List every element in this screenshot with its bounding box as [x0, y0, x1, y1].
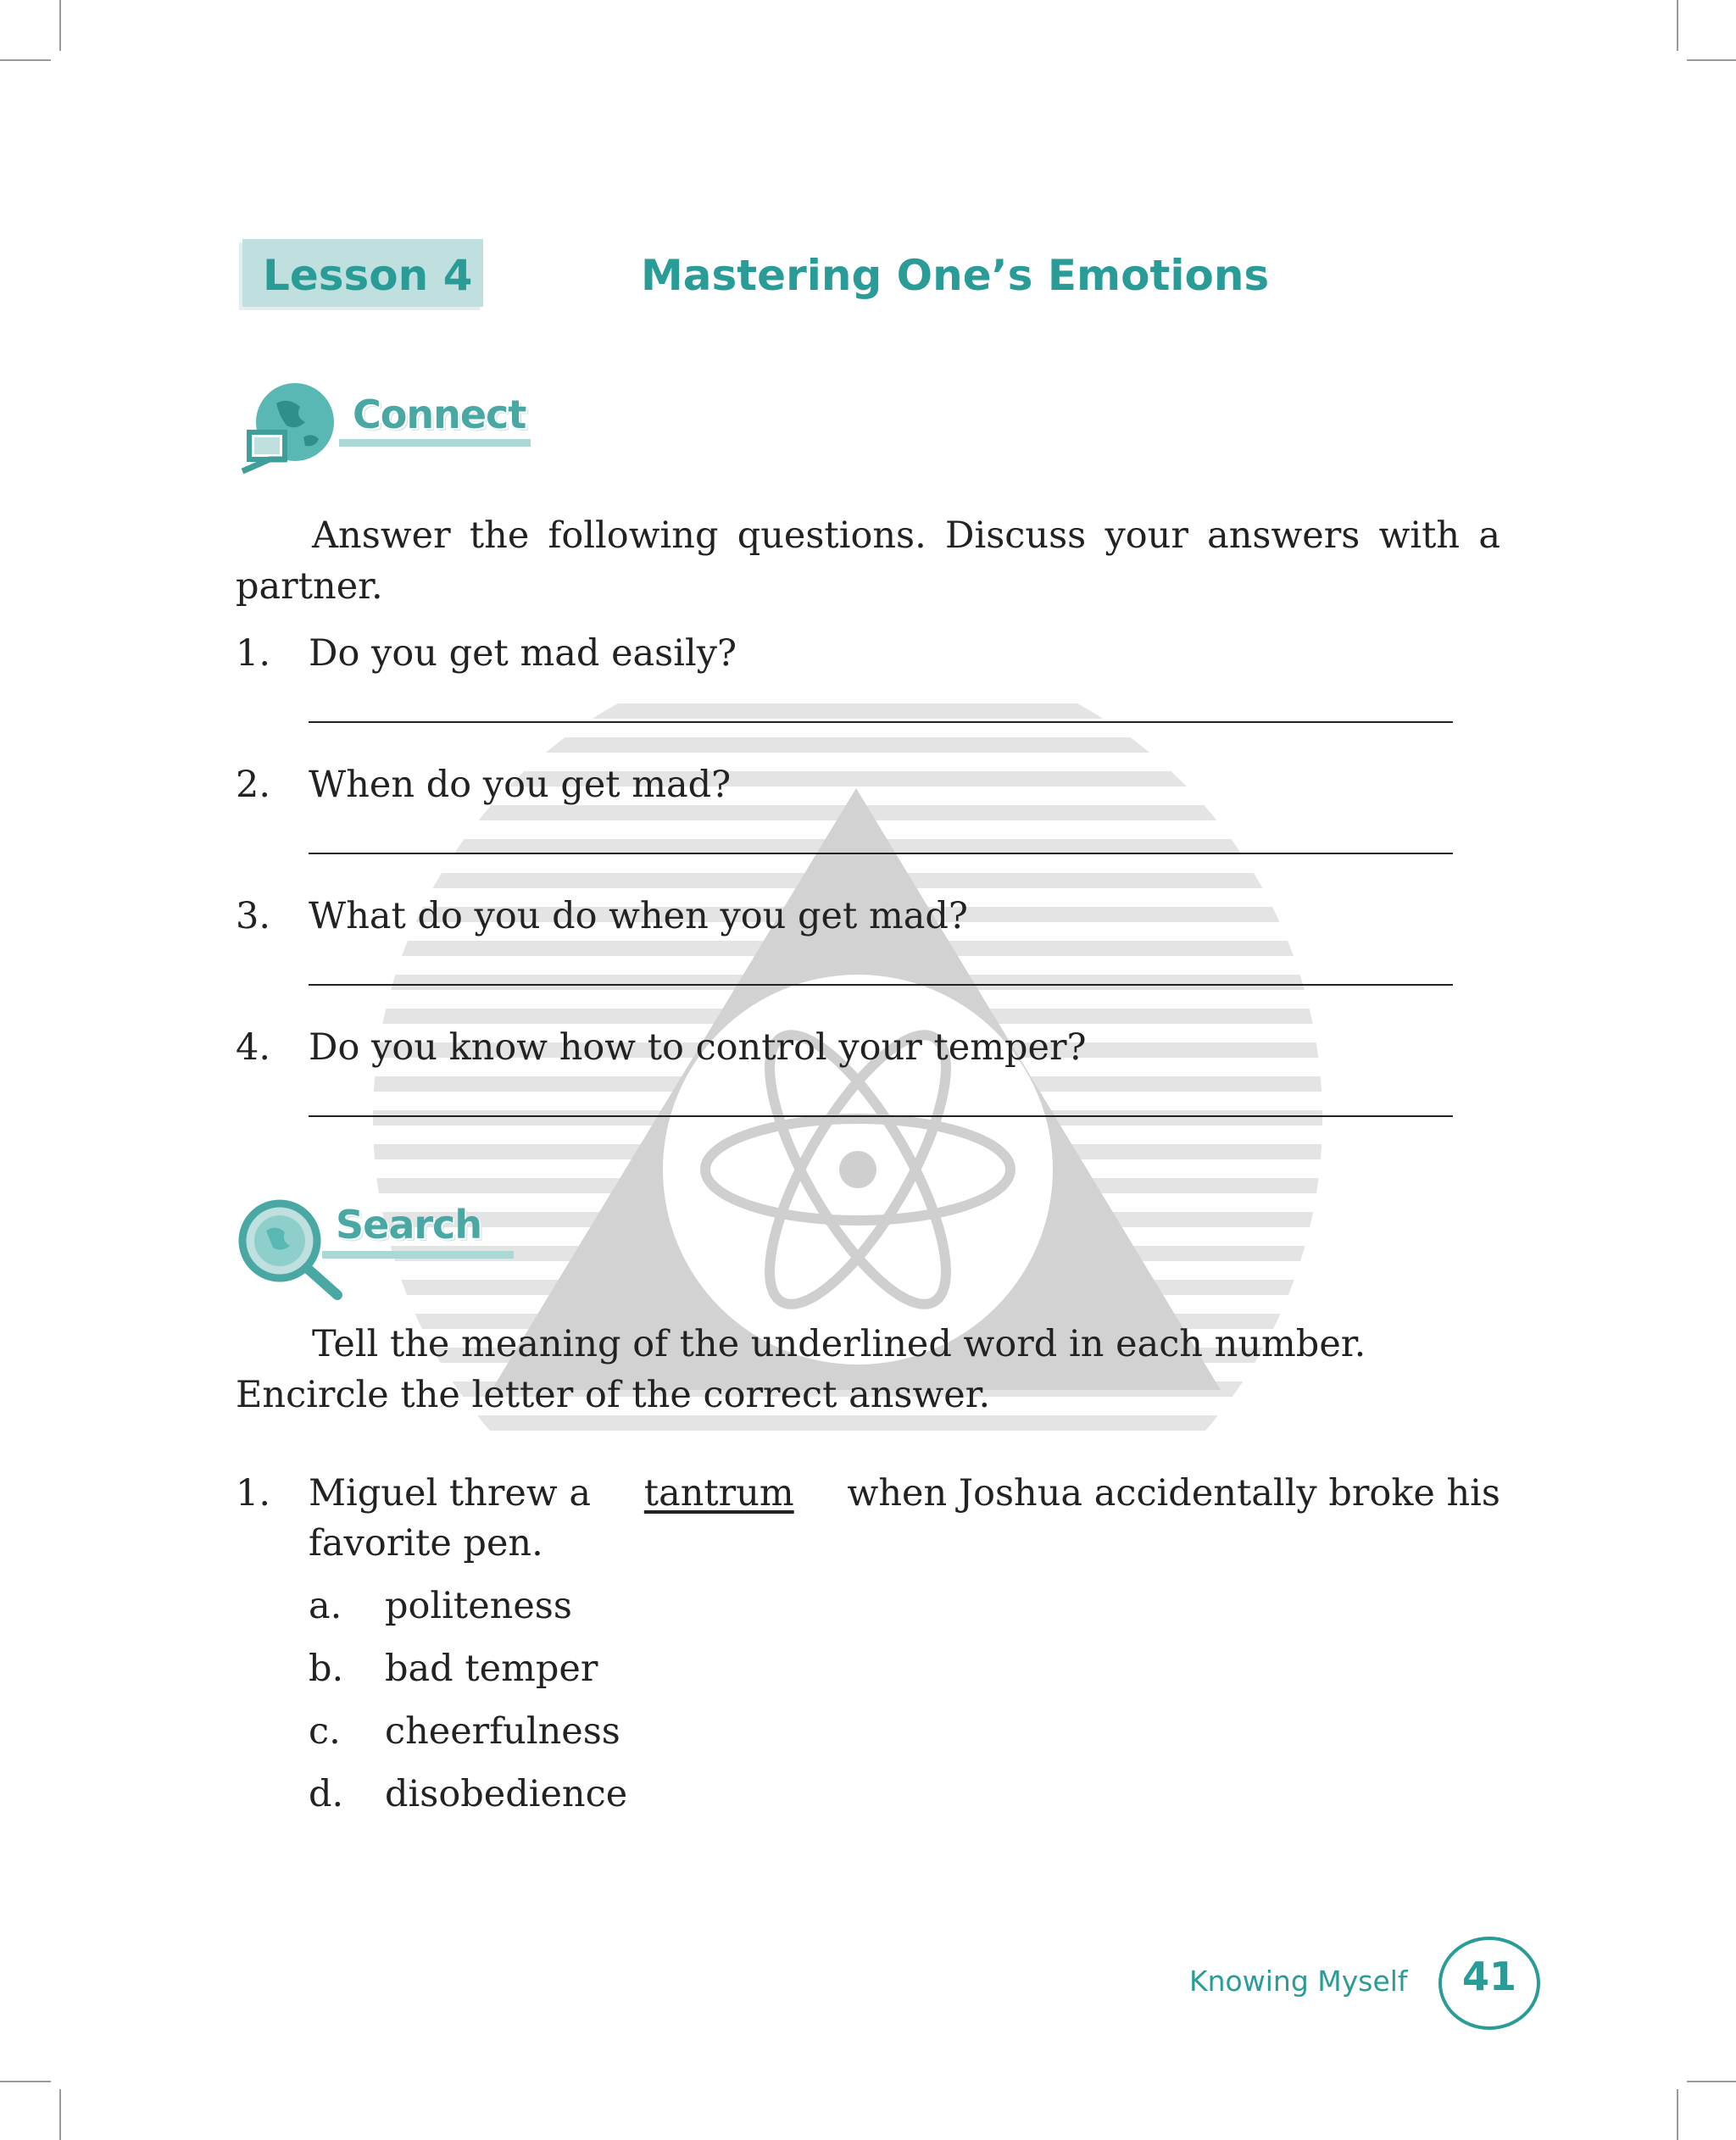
answer-line[interactable]: [309, 984, 1453, 986]
search-instruction-line2: Encircle the letter of the correct answer.: [236, 1374, 991, 1416]
question-number: 4.: [236, 1026, 271, 1069]
option-letter[interactable]: c.: [309, 1710, 341, 1753]
connect-instruction-line2: partner.: [236, 565, 383, 608]
lesson-label: Lesson 4: [263, 251, 473, 300]
crop-mark: [0, 59, 51, 61]
option-text: bad temper: [385, 1648, 598, 1690]
crop-mark: [1677, 2089, 1678, 2140]
crop-mark: [1687, 2081, 1736, 2082]
question-text: When do you get mad?: [309, 764, 732, 806]
page-number: 41: [1461, 1954, 1516, 1999]
magnifier-globe-icon: [236, 1198, 346, 1300]
connect-heading: Connect: [353, 392, 526, 437]
underlined-word: tantrum: [643, 1472, 794, 1515]
globe-computer-icon: [236, 378, 341, 483]
option-letter[interactable]: d.: [309, 1773, 344, 1815]
question-text-line2: favorite pen.: [309, 1522, 543, 1565]
answer-line[interactable]: [309, 1115, 1453, 1117]
footer-section-title: Knowing Myself: [1189, 1965, 1408, 1998]
question-text-before: Miguel threw a: [309, 1472, 591, 1515]
answer-line[interactable]: [309, 853, 1453, 854]
crop-mark: [1687, 59, 1736, 61]
question-number: 1.: [236, 632, 271, 675]
crop-mark: [1677, 0, 1678, 51]
question-number: 2.: [236, 764, 271, 806]
question-text: [309, 1472, 1500, 1515]
search-heading: Search: [336, 1202, 482, 1248]
question-number: 1.: [236, 1472, 271, 1515]
search-heading-rule: [322, 1251, 514, 1259]
option-text: disobedience: [385, 1773, 628, 1815]
option-text: politeness: [385, 1585, 572, 1627]
crop-mark: [0, 2081, 51, 2082]
option-text: cheerfulness: [385, 1710, 620, 1753]
option-letter[interactable]: b.: [309, 1648, 344, 1690]
answer-line[interactable]: [309, 721, 1453, 723]
connect-instruction-line1: Answer the following questions. Discuss your answers with a: [312, 514, 1500, 557]
connect-heading-rule: [339, 439, 531, 447]
crop-mark: [59, 2089, 61, 2140]
search-instruction-line1: Tell the meaning of the underlined word in each number.: [312, 1323, 1366, 1365]
question-text: Do you know how to control your temper?: [309, 1026, 1087, 1069]
question-text-after: when Joshua accidentally broke his: [847, 1472, 1500, 1515]
option-letter[interactable]: a.: [309, 1585, 342, 1627]
lesson-title: Mastering One’s Emotions: [641, 251, 1270, 300]
question-text: What do you do when you get mad?: [309, 895, 968, 937]
question-number: 3.: [236, 895, 271, 937]
question-text: Do you get mad easily?: [309, 632, 737, 675]
crop-mark: [59, 0, 61, 51]
